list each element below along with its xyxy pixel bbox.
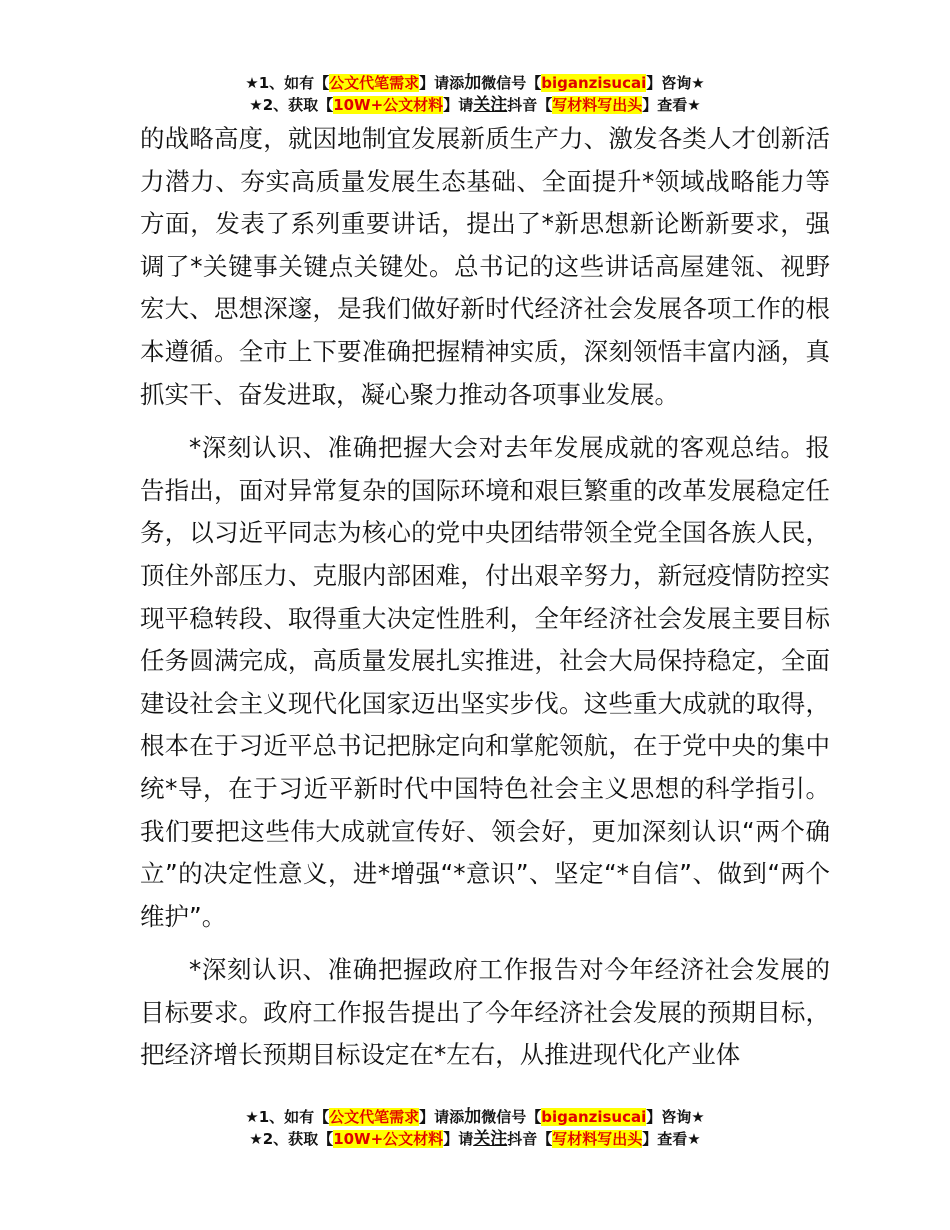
highlight-materials: 10W+公文材料 (333, 96, 444, 114)
banner-line-1: ★1、如有【公文代笔需求】请添加微信号【biganzisucai】咨询★ (245, 1107, 705, 1127)
highlight-wechat-id: biganzisucai (541, 74, 647, 92)
highlight-wechat-id: biganzisucai (541, 1108, 647, 1126)
banner-line-2: ★2、获取【10W+公文材料】请关注抖音【写材料写出头】查看★ (249, 1129, 701, 1149)
banner-line-2: ★2、获取【10W+公文材料】请关注抖音【写材料写出头】查看★ (249, 95, 701, 115)
paragraph-1: 的战略高度，就因地制宜发展新质生产力、激发各类人才创新活力潜力、夯实高质量发展生态基础、全面提升*领域战略能力等方面，发表了系列重要讲话，提出了*新思想新论断新要求，强调了*关键事关键点关键处。总书记的这些讲话高屋建瓴、视野宏大、思想深邃，是我们做好新时代经济社会发展各项工作的根本遵循。全市上下要准确把握精神实质，深刻领悟丰富内涵，真抓实干、奋发进取，凝心聚力推动各项事业发展。 (140, 124, 830, 409)
header-banner (0, 72, 950, 116)
highlight-douyin: 写材料写出头 (552, 96, 643, 114)
document-body (140, 118, 830, 1077)
paragraph-3: *深刻认识、准确把握政府工作报告对今年经济社会发展的目标要求。政府工作报告提出了今年经济社会发展的预期目标，把经济增长预期目标设定在*左右，从推进现代化产业体 (140, 955, 830, 1070)
footer-banner (0, 1106, 950, 1150)
banner-line-1: ★1、如有【公文代笔需求】请添加微信号【biganzisucai】咨询★ (245, 73, 705, 93)
highlight-douyin: 写材料写出头 (552, 1130, 643, 1148)
paragraph-2: *深刻认识、准确把握大会对去年发展成就的客观总结。报告指出，面对异常复杂的国际环境和艰巨繁重的改革发展稳定任务，以习近平同志为核心的党中央团结带领全党全国各族人民，顶住外部压力、克服内部困难，付出艰辛努力，新冠疫情防控实现平稳转段、取得重大决定性胜利，全年经济社会发展主要目标任务圆满完成，高质量发展扎实推进，社会大局保持稳定，全面建设社会主义现代化国家迈出坚实步伐。这些重大成就的取得，根本在于习近平总书记把脉定向和掌舵领航，在于党中央的集中统*导，在于习近平新时代中国特色社会主义思想的科学指引。我们要把这些伟大成就宣传好、领会好，更加深刻认识“两个确立”的决定性意义，进*增强“*意识”、坚定“*自信”、做到“两个维护”。 (140, 433, 830, 931)
highlight-service: 公文代笔需求 (329, 1108, 420, 1126)
highlight-materials: 10W+公文材料 (333, 1130, 444, 1148)
highlight-service: 公文代笔需求 (329, 74, 420, 92)
